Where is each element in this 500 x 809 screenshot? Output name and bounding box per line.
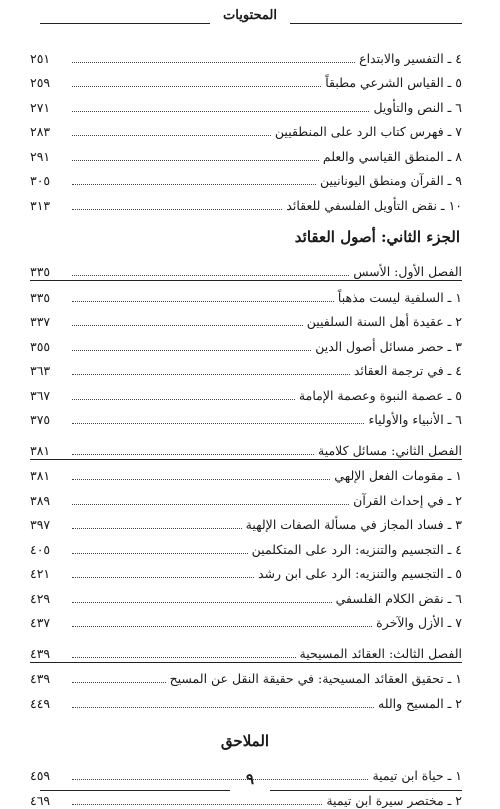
leader-dots: [72, 275, 349, 276]
leader-dots: [72, 111, 369, 112]
table-of-contents: [30, 42, 462, 809]
footer-rule-left: [40, 790, 230, 791]
leader-dots: [72, 160, 319, 161]
chapter-heading-page: ٣٨١: [30, 442, 51, 458]
toc-entry-label: ٨ ـ المنطق القياسي والعلم: [322, 148, 462, 164]
toc-entry-label: ٣ ـ حصر مسائل أصول الدين: [315, 338, 462, 354]
toc-entry: [30, 687, 462, 712]
toc-entry-page: ٣١٣: [30, 197, 51, 213]
toc-entry-label: ٤ ـ التفسير والابتداع: [359, 50, 462, 66]
toc-entry-label: ٦ ـ النص والتأويل: [373, 99, 462, 115]
toc-entry-page: ٤٤٩: [30, 695, 51, 711]
toc-entry-page: ٣٠٥: [30, 173, 51, 188]
toc-entry-page: ٣٣٧: [30, 314, 51, 329]
toc-entry: [30, 116, 462, 141]
toc-entry: [30, 607, 462, 632]
header-rule-left: [40, 23, 210, 24]
toc-entry-label: ٦ ـ نقض الكلام الفلسفي: [335, 590, 462, 606]
running-header-title: المحتويات: [223, 8, 277, 23]
toc-entry: [30, 460, 462, 485]
toc-entry-label: ٥ ـ القياس الشرعي مطبقاً: [325, 75, 462, 90]
toc-entry-page: ٢٥١: [30, 50, 51, 66]
footer-rule-right: [270, 790, 462, 791]
toc-entry-label: ٣ ـ فساد المجاز في مسألة الصفات الإلهية: [245, 517, 462, 532]
toc-entry-page: ٣٣٥: [30, 289, 51, 305]
toc-entry: [30, 91, 462, 116]
toc-entry-page: ٢٥٩: [30, 75, 51, 90]
toc-entry-page: ٣٨١: [30, 468, 51, 483]
toc-entry: [30, 533, 462, 558]
chapter-heading: [30, 434, 462, 459]
leader-dots: [72, 184, 316, 185]
toc-entry-label: ٢ ـ في إحداث القرآن: [353, 492, 462, 508]
toc-entry: [30, 509, 462, 534]
leader-dots: [72, 454, 314, 455]
leader-dots: [72, 657, 296, 658]
toc-entry-label: ٦ ـ الأنبياء والأولياء: [368, 412, 462, 427]
toc-entry: [30, 582, 462, 607]
toc-entry: [30, 42, 462, 67]
leader-dots: [72, 707, 374, 708]
toc-entry-label: ٥ ـ التجسيم والتنزيه: الرد على ابن رشد: [257, 566, 462, 581]
chapter-heading-label: الفصل الأول: الأسس: [353, 264, 462, 279]
leader-dots: [72, 325, 303, 326]
part-two-title: الجزء الثاني: أصول العقائد: [294, 227, 460, 246]
toc-entry-page: ٤٣٩: [30, 671, 51, 686]
leader-dots: [72, 626, 372, 627]
chapter-heading-label: الفصل الثالث: العقائد المسيحية: [299, 645, 462, 661]
toc-entry-page: ٢٧١: [30, 99, 51, 115]
chapter-heading: [30, 637, 462, 662]
leader-dots: [72, 301, 334, 302]
leader-dots: [72, 504, 349, 505]
toc-entry-page: ٤٥٩: [30, 768, 51, 783]
toc-entry-page: ٢٩١: [30, 148, 51, 164]
toc-entry-label: ١ ـ تحقيق العقائد المسيحية: في حقيقة النقل عن المسيح: [169, 671, 462, 686]
chapter-heading-page: ٤٣٩: [30, 645, 51, 661]
leader-dots: [72, 350, 311, 351]
chapter-heading: [30, 256, 462, 281]
leader-dots: [72, 682, 166, 683]
toc-entry-label: ٢ ـ مختصر سيرة ابن تيمية: [326, 792, 462, 808]
leader-dots: [72, 399, 295, 400]
toc-entry: [30, 404, 462, 429]
toc-entry-label: ٢ ـ المسيح والله: [378, 695, 462, 711]
toc-entry-page: ٤٣٧: [30, 615, 51, 630]
toc-entry: [30, 484, 462, 509]
toc-entry-page: ٢٨٣: [30, 124, 51, 139]
toc-entry: [30, 189, 462, 214]
toc-entry: [30, 140, 462, 165]
appendix-title: الملاحق: [220, 731, 270, 750]
toc-entry-page: ٣٦٣: [30, 363, 51, 378]
toc-entry: [30, 663, 462, 688]
toc-entry: [30, 165, 462, 190]
toc-entry-page: ٣٨٩: [30, 492, 51, 508]
toc-entry-label: ١ ـ السلفية ليست مذهباً: [337, 289, 462, 305]
leader-dots: [72, 602, 332, 603]
toc-entry-label: ١ ـ حياة ابن تيمية: [372, 768, 462, 783]
leader-dots: [72, 553, 248, 554]
toc-entry: [30, 355, 462, 380]
toc-entry-label: ٥ ـ عصمة النبوة وعصمة الإمامة: [298, 387, 462, 403]
toc-entry-page: ٣٩٧: [30, 517, 51, 532]
toc-entry: [30, 67, 462, 92]
toc-entry: [30, 330, 462, 355]
toc-entry-page: ٤٦٩: [30, 792, 51, 808]
toc-entry-label: ٧ ـ الأزل والآخرة: [376, 615, 462, 630]
toc-entry-page: ٣٧٥: [30, 412, 51, 427]
toc-entry-page: ٣٥٥: [30, 338, 51, 354]
leader-dots: [72, 423, 364, 424]
leader-dots: [72, 86, 321, 87]
page-number: ٩: [245, 770, 255, 788]
leader-dots: [72, 135, 271, 136]
leader-dots: [72, 804, 322, 805]
chapter-heading-label: الفصل الثاني: مسائل كلامية: [318, 442, 462, 458]
leader-dots: [72, 528, 242, 529]
toc-entry-label: ١٠ ـ نقض التأويل الفلسفي للعقائد: [286, 197, 462, 213]
leader-dots: [72, 209, 282, 210]
toc-entry: [30, 281, 462, 306]
toc-entry-page: ٤٢١: [30, 566, 51, 581]
toc-entry-label: ٤ ـ في ترجمة العقائد: [353, 363, 462, 378]
toc-entry: [30, 558, 462, 583]
leader-dots: [72, 577, 254, 578]
leader-dots: [72, 779, 368, 780]
toc-entry-label: ١ ـ مقومات الفعل الإلهي: [334, 468, 462, 483]
toc-entry-page: ٤٢٩: [30, 590, 51, 606]
toc-entry-label: ٢ ـ عقيدة أهل السنة السلفيين: [306, 314, 462, 329]
toc-entry-page: ٤٠٥: [30, 541, 51, 557]
toc-entry: [30, 379, 462, 404]
leader-dots: [72, 479, 330, 480]
toc-entry-label: ٤ ـ التجسيم والتنزيه: الرد على المتكلمين: [251, 541, 462, 557]
toc-entry: [30, 306, 462, 331]
leader-dots: [72, 62, 355, 63]
header-rule-right: [290, 23, 462, 24]
leader-dots: [72, 374, 350, 375]
toc-entry-label: ٧ ـ فهرس كتاب الرد على المنطقيين: [274, 124, 462, 139]
chapter-heading-page: ٣٣٥: [30, 264, 51, 279]
toc-entry-page: ٣٦٧: [30, 387, 51, 403]
toc-entry-label: ٩ ـ القرآن ومنطق اليونانيين: [320, 173, 462, 188]
